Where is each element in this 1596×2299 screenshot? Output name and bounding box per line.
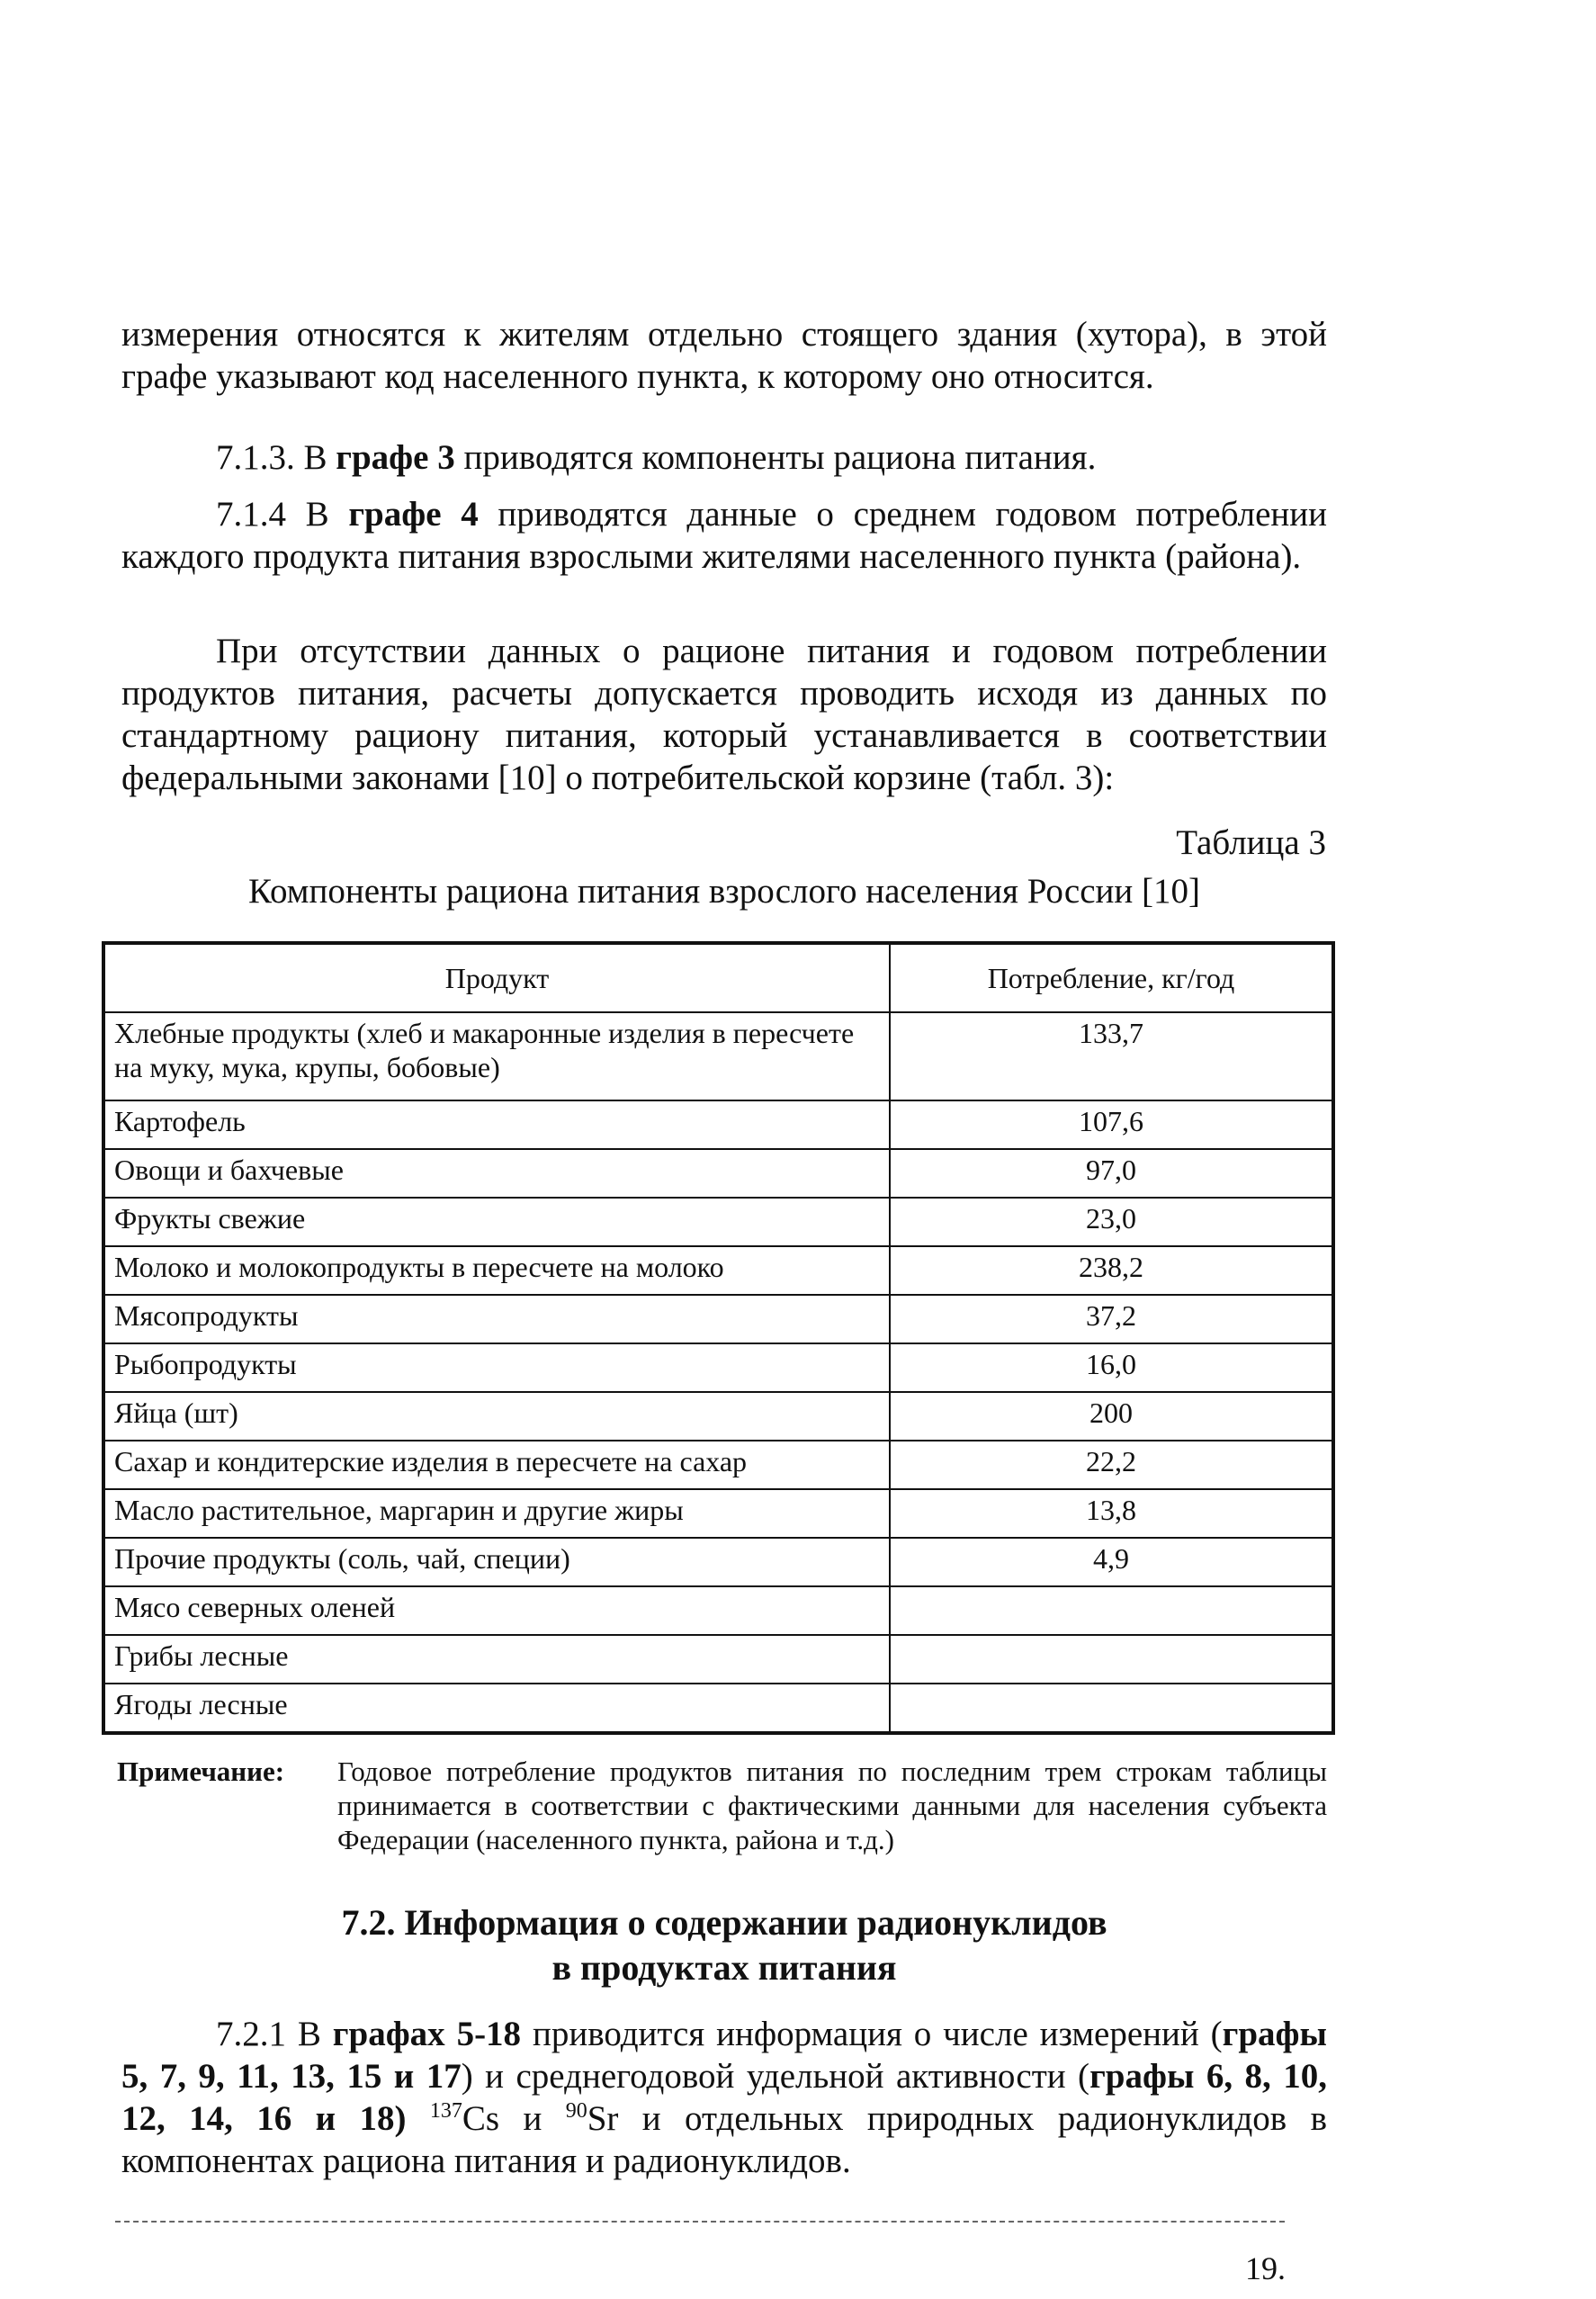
table-row	[103, 1149, 1333, 1198]
table-row	[103, 1343, 1333, 1392]
table-row	[103, 1246, 1333, 1295]
product-cell: Мясо северных оленей	[103, 1586, 890, 1635]
paragraph-7-1-4: 7.1.4 В графе 4 приводятся данные о среднем годовом потреблении каждого продукта питания взрослыми жителями населенного пункта (района).	[121, 495, 1327, 576]
table-row	[103, 1198, 1333, 1246]
paragraph-intro-continuation: измерения относятся к жителям отдельно стоящего здания (хутора), в этой графе указывают код населенного пункта, к которому оно относится.	[121, 315, 1327, 396]
note-text: Годовое потребление продуктов питания по последним трем строкам таблицы принимается в соответствии с фактическими данными для населения субъекта Федерации (населенного пункта, района и т.д.)	[337, 1756, 1327, 1855]
paragraph-absence-of-data: При отсутствии данных о рационе питания и годовом потреблении продуктов питания, расчеты допускается проводить исходя из данных по стандартному рациону питания, который устанавливается в соответствии федеральными законами [10] о потребительской корзине (табл. 3):	[121, 632, 1327, 797]
consumption-cell: 13,8	[890, 1489, 1333, 1538]
table-header-row	[103, 943, 1333, 1012]
table-row	[103, 1295, 1333, 1343]
product-cell: Яйца (шт)	[103, 1392, 890, 1441]
consumption-cell	[890, 1684, 1333, 1733]
consumption-cell: 4,9	[890, 1538, 1333, 1586]
table-row	[103, 1392, 1333, 1441]
product-cell: Прочие продукты (соль, чай, специи)	[103, 1538, 890, 1586]
table-row	[103, 1489, 1333, 1538]
table-row	[103, 1012, 1333, 1100]
consumption-cell: 107,6	[890, 1100, 1333, 1149]
consumption-cell: 37,2	[890, 1295, 1333, 1343]
page-number: 19.	[1245, 2250, 1286, 2286]
column-header-product: Продукт	[103, 943, 890, 1012]
diet-components-table	[102, 941, 1335, 1735]
product-cell: Молоко и молокопродукты в пересчете на молоко	[103, 1246, 890, 1295]
paragraph-7-1-3: 7.1.3. В графе 3 приводятся компоненты рациона питания.	[216, 438, 1097, 477]
product-cell: Картофель	[103, 1100, 890, 1149]
consumption-cell: 200	[890, 1392, 1333, 1441]
product-cell: Овощи и бахчевые	[103, 1149, 890, 1198]
product-cell: Фрукты свежие	[103, 1198, 890, 1246]
consumption-cell: 22,2	[890, 1441, 1333, 1489]
table-row	[103, 1538, 1333, 1586]
consumption-cell: 238,2	[890, 1246, 1333, 1295]
section-heading-7-2: 7.2. Информация о содержании радионуклидов в продуктах питания	[341, 1902, 1107, 1988]
product-cell: Грибы лесные	[103, 1635, 890, 1684]
column-header-consumption: Потребление, кг/год	[890, 943, 1333, 1012]
consumption-cell: 97,0	[890, 1149, 1333, 1198]
table-row	[103, 1100, 1333, 1149]
table-number: Таблица 3	[1176, 823, 1326, 862]
paragraph-7-2-1: 7.2.1 В графах 5-18 приводится информация о числе измерений (графы 5, 7, 9, 11, 13, 15 и 17) и среднегодовой удельной активности (графы 6, 8, 10, 12, 14, 16 и 18) $^{137}$Cs и $^{90}$Sr и отдельных природных радионуклидов в компонентах рациона питания и радионуклидов.	[121, 2015, 1328, 2180]
product-cell: Масло растительное, маргарин и другие жиры	[103, 1489, 890, 1538]
table-row	[103, 1635, 1333, 1684]
consumption-cell: 23,0	[890, 1198, 1333, 1246]
product-cell: Хлебные продукты (хлеб и макаронные изделия в пересчете на муку, мука, крупы, бобовые)	[103, 1012, 890, 1100]
table-row	[103, 1684, 1333, 1733]
consumption-cell	[890, 1586, 1333, 1635]
table-row	[103, 1441, 1333, 1489]
product-cell: Мясопродукты	[103, 1295, 890, 1343]
footer-rule	[115, 2221, 1285, 2223]
consumption-cell: 16,0	[890, 1343, 1333, 1392]
note-label: Примечание:	[117, 1756, 285, 1787]
table-caption: Компоненты рациона питания взрослого населения России [10]	[247, 872, 1200, 911]
table-row	[103, 1586, 1333, 1635]
consumption-cell: 133,7	[890, 1012, 1333, 1100]
table-note	[117, 1755, 1327, 1857]
product-cell: Рыбопродукты	[103, 1343, 890, 1392]
product-cell: Сахар и кондитерские изделия в пересчете на сахар	[103, 1441, 890, 1489]
product-cell: Ягоды лесные	[103, 1684, 890, 1733]
consumption-cell	[890, 1635, 1333, 1684]
